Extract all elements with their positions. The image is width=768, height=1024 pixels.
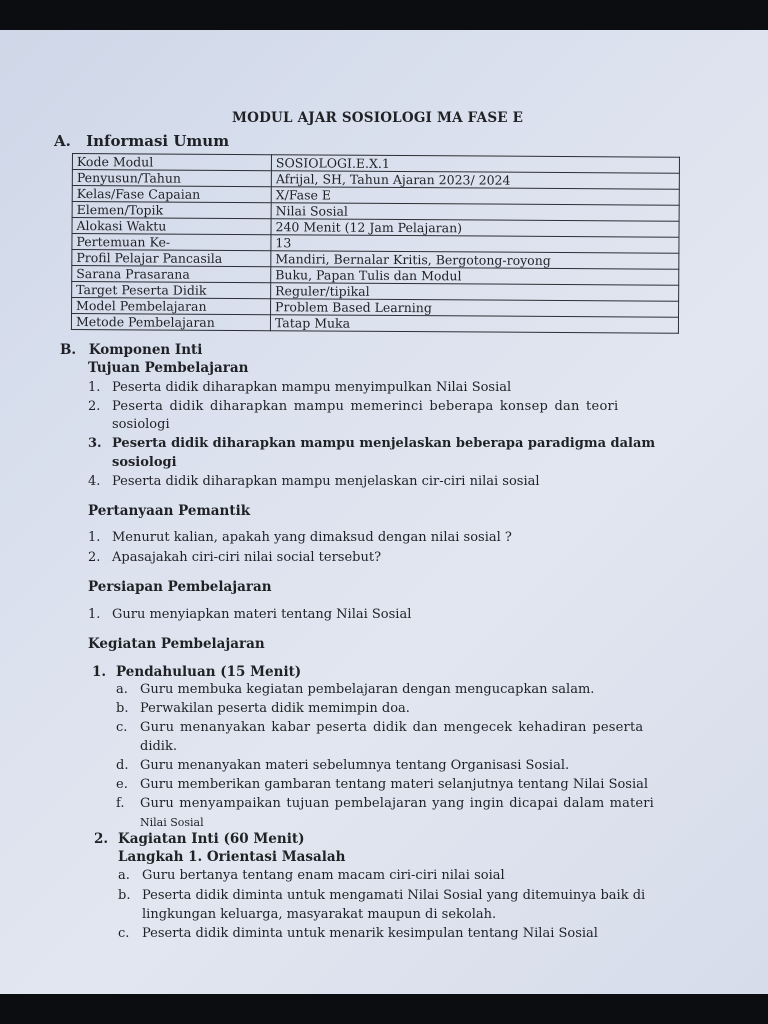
tujuan-text-3b: sosiologi — [112, 455, 177, 470]
tujuan-text-1: Peserta didik diharapkan mampu menyimpulkan Nilai Sosial — [112, 380, 512, 395]
persiapan-text-1: Guru menyiapkan materi tentang Nilai Sosial — [112, 607, 412, 622]
kegiatan-heading: Kegiatan Pembelajaran — [88, 636, 265, 652]
section-b-title: Komponen Inti — [88, 342, 203, 358]
info-value: 240 Menit (12 Jam Pelajaran) — [271, 219, 679, 237]
persiapan-heading: Persiapan Pembelajaran — [88, 579, 272, 595]
info-value: Afrijal, SH, Tahun Ajaran 2023/ 2024 — [271, 171, 679, 189]
pendahuluan-text-d: Guru menanyakan materi sebelumnya tentang Organisasi Sosial. — [140, 758, 570, 773]
section-b-marker: B. — [60, 342, 77, 358]
info-table — [71, 153, 680, 334]
info-value: Mandiri, Bernalar Kritis, Bergotong-royong — [271, 251, 679, 269]
tujuan-text-3a: Peserta didik diharapkan mampu menjelaskan beberapa paradigma dalam — [112, 436, 656, 451]
info-key: Metode Pembelajaran — [71, 314, 270, 331]
inti-title: Kagiatan Inti (60 Menit) — [118, 831, 305, 847]
section-a-marker: A. — [54, 132, 71, 150]
inti-letter-a: a. — [118, 868, 130, 883]
pendahuluan-num: 1. — [92, 664, 107, 680]
info-key: Elemen/Topik — [72, 202, 271, 219]
pendahuluan-letter-e: e. — [116, 777, 128, 792]
inti-text-c: Peserta didik diminta untuk menarik kesimpulan tentang Nilai Sosial — [142, 926, 598, 941]
pendahuluan-letter-a: a. — [116, 682, 128, 697]
pertanyaan-text-2: Apasajakah ciri-ciri nilai social tersebut? — [112, 550, 382, 565]
pendahuluan-letter-b: b. — [116, 701, 129, 716]
info-key: Kelas/Fase Capaian — [72, 186, 271, 203]
info-value: 13 — [271, 235, 679, 253]
pendahuluan-text-b: Perwakilan peserta didik memimpin doa. — [140, 701, 410, 716]
document-page — [0, 30, 768, 994]
inti-letter-c: c. — [118, 926, 130, 941]
document-title: MODUL AJAR SOSIOLOGI MA FASE E — [232, 110, 524, 126]
info-key: Profil Pelajar Pancasila — [72, 250, 271, 267]
info-value: Tatap Muka — [270, 315, 678, 333]
tujuan-item-2 — [88, 399, 100, 414]
pertanyaan-text-1: Menurut kalian, apakah yang dimaksud dengan nilai sosial ? — [112, 530, 512, 545]
pendahuluan-text-a: Guru membuka kegiatan pembelajaran dengan mengucapkan salam. — [140, 682, 595, 697]
persiapan-num-1: 1. — [88, 607, 101, 622]
pendahuluan-text-c1: Guru menanyakan kabar peserta didik dan mengecek kehadiran peserta — [140, 720, 644, 735]
pendahuluan-letter-f: f. — [116, 796, 125, 811]
tujuan-num-4: 4. — [88, 474, 101, 489]
pertanyaan-num-1: 1. — [88, 530, 101, 545]
inti-text-a: Guru bertanya tentang enam macam ciri-ciri nilai soial — [142, 868, 505, 883]
langkah-1-title: Langkah 1. Orientasi Masalah — [118, 849, 346, 865]
info-value: Buku, Papan Tulis dan Modul — [271, 267, 679, 285]
pendahuluan-text-e: Guru memberikan gambaran tentang materi selanjutnya tentang Nilai Sosial — [140, 777, 649, 792]
pendahuluan-text-f2: Nilai Sosial — [140, 816, 204, 829]
tujuan-num-3: 3. — [88, 436, 102, 451]
section-a-heading — [54, 132, 229, 150]
pendahuluan-title: Pendahuluan (15 Menit) — [116, 664, 302, 680]
info-value: Reguler/tipikal — [271, 283, 679, 301]
pertanyaan-heading: Pertanyaan Pemantik — [88, 503, 251, 519]
info-key: Sarana Prasarana — [72, 266, 271, 283]
info-value: SOSIOLOGI.E.X.1 — [271, 155, 679, 173]
info-key: Penyusun/Tahun — [72, 170, 271, 187]
tujuan-text-4: Peserta didik diharapkan mampu menjelaskan cir-ciri nilai sosial — [112, 474, 540, 489]
info-value: Nilai Sosial — [271, 203, 679, 221]
inti-text-b1: Peserta didik diminta untuk mengamati Nilai Sosial yang ditemuinya baik di — [142, 888, 646, 903]
info-key: Kode Modul — [72, 154, 271, 171]
tujuan-num-2: 2. — [88, 399, 101, 414]
tujuan-text-2b: sosiologi — [112, 417, 170, 432]
info-key: Alokasi Waktu — [72, 218, 271, 235]
inti-text-b2: lingkungan keluarga, masyarakat maupun di sekolah. — [142, 907, 497, 922]
tujuan-text-2a: Peserta didik diharapkan mampu memerinci beberapa konsep dan teori — [112, 399, 619, 414]
info-key: Pertemuan Ke- — [72, 234, 271, 251]
tujuan-num-1: 1. — [88, 380, 101, 395]
tujuan-heading: Tujuan Pembelajaran — [88, 360, 249, 376]
info-key: Target Peserta Didik — [72, 282, 271, 299]
pertanyaan-num-2: 2. — [88, 550, 101, 565]
pendahuluan-text-f1: Guru menyampaikan tujuan pembelajaran yang ingin dicapai dalam materi — [140, 796, 654, 811]
info-value: Problem Based Learning — [271, 299, 679, 317]
section-b-heading — [60, 342, 202, 358]
tujuan-item-1 — [88, 380, 100, 395]
pendahuluan-letter-d: d. — [116, 758, 129, 773]
inti-letter-b: b. — [118, 888, 131, 903]
tujuan-item-3 — [88, 436, 102, 451]
pendahuluan-text-c2: didik. — [140, 739, 177, 754]
info-row — [71, 314, 678, 334]
info-key: Model Pembelajaran — [72, 298, 271, 315]
pendahuluan-letter-c: c. — [116, 720, 128, 735]
section-a-title: Informasi Umum — [86, 132, 230, 150]
tujuan-item-4 — [88, 474, 100, 489]
inti-num: 2. — [94, 831, 109, 847]
info-value: X/Fase E — [271, 187, 679, 205]
